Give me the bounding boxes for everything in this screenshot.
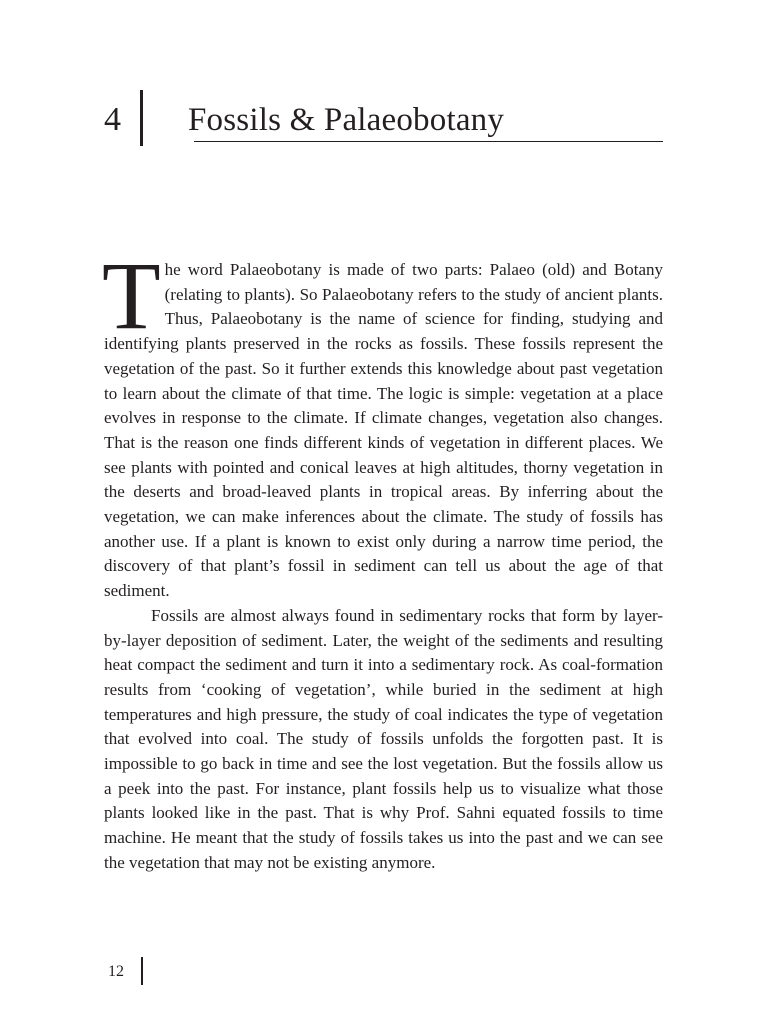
paragraph-1 bbox=[102, 242, 663, 604]
page-number-bar bbox=[141, 957, 143, 985]
chapter-number: 4 bbox=[104, 101, 121, 138]
body-text bbox=[102, 242, 663, 876]
title-underline bbox=[194, 141, 663, 142]
page-number: 12 bbox=[108, 963, 124, 980]
paragraph-2: Fossils are almost always found in sedimentary rocks that form by layer-by-layer deposition of sediment. Later, the weight of the sediments and resulting heat compact the sediment and turn it into a sedimentary rock. As coal-formation results from ‘cooking of vegetation’, while buried in the sediment at high temperatures and high pressure, the study of coal indicates the type of vegetation that evolved into coal. The study of fossils unfolds the forgotten past. It is impossible to go back in time and see the lost vegetation. But the fossils allow us a peek into the past. For instance, plant fossils help us to visualize what those plants looked like in the past. That is why Prof. Sahni equated fossils to time machine. He meant that the study of fossils takes us into the past and we can see the vegetation that may not be existing anymore. bbox=[104, 605, 663, 872]
drop-cap: T bbox=[102, 242, 161, 349]
chapter-divider-bar bbox=[140, 90, 143, 146]
paragraph-1-text: he word Palaeobotany is made of two parts: Palaeo (old) and Botany (relating to plants). So Palaeobotany refers to the study of ancient plants. Thus, Palaeobotany is the name of science for finding, studying and identifying plants preserved in the rocks as fossils. These fossils represent the vegetation of the past. So it further extends this knowledge about past vegetation to learn about the climate of that time. The logic is simple: vegetation at a place evolves in response to the climate. If climate changes, vegetation also changes. That is the reason one finds different kinds of vegetation in different places. We see plants with pointed and conical leaves at high altitudes, thorny vegetation in the deserts and broad-leaved plants in tropical areas. By inferring about the vegetation, we can make inferences about the climate. The study of fossils has another use. If a plant is known to exist only during a narrow time period, the discovery of that plant’s fossil in sediment can tell us about the age of that sediment. bbox=[104, 260, 663, 601]
chapter-title: Fossils & Palaeobotany bbox=[188, 102, 505, 138]
